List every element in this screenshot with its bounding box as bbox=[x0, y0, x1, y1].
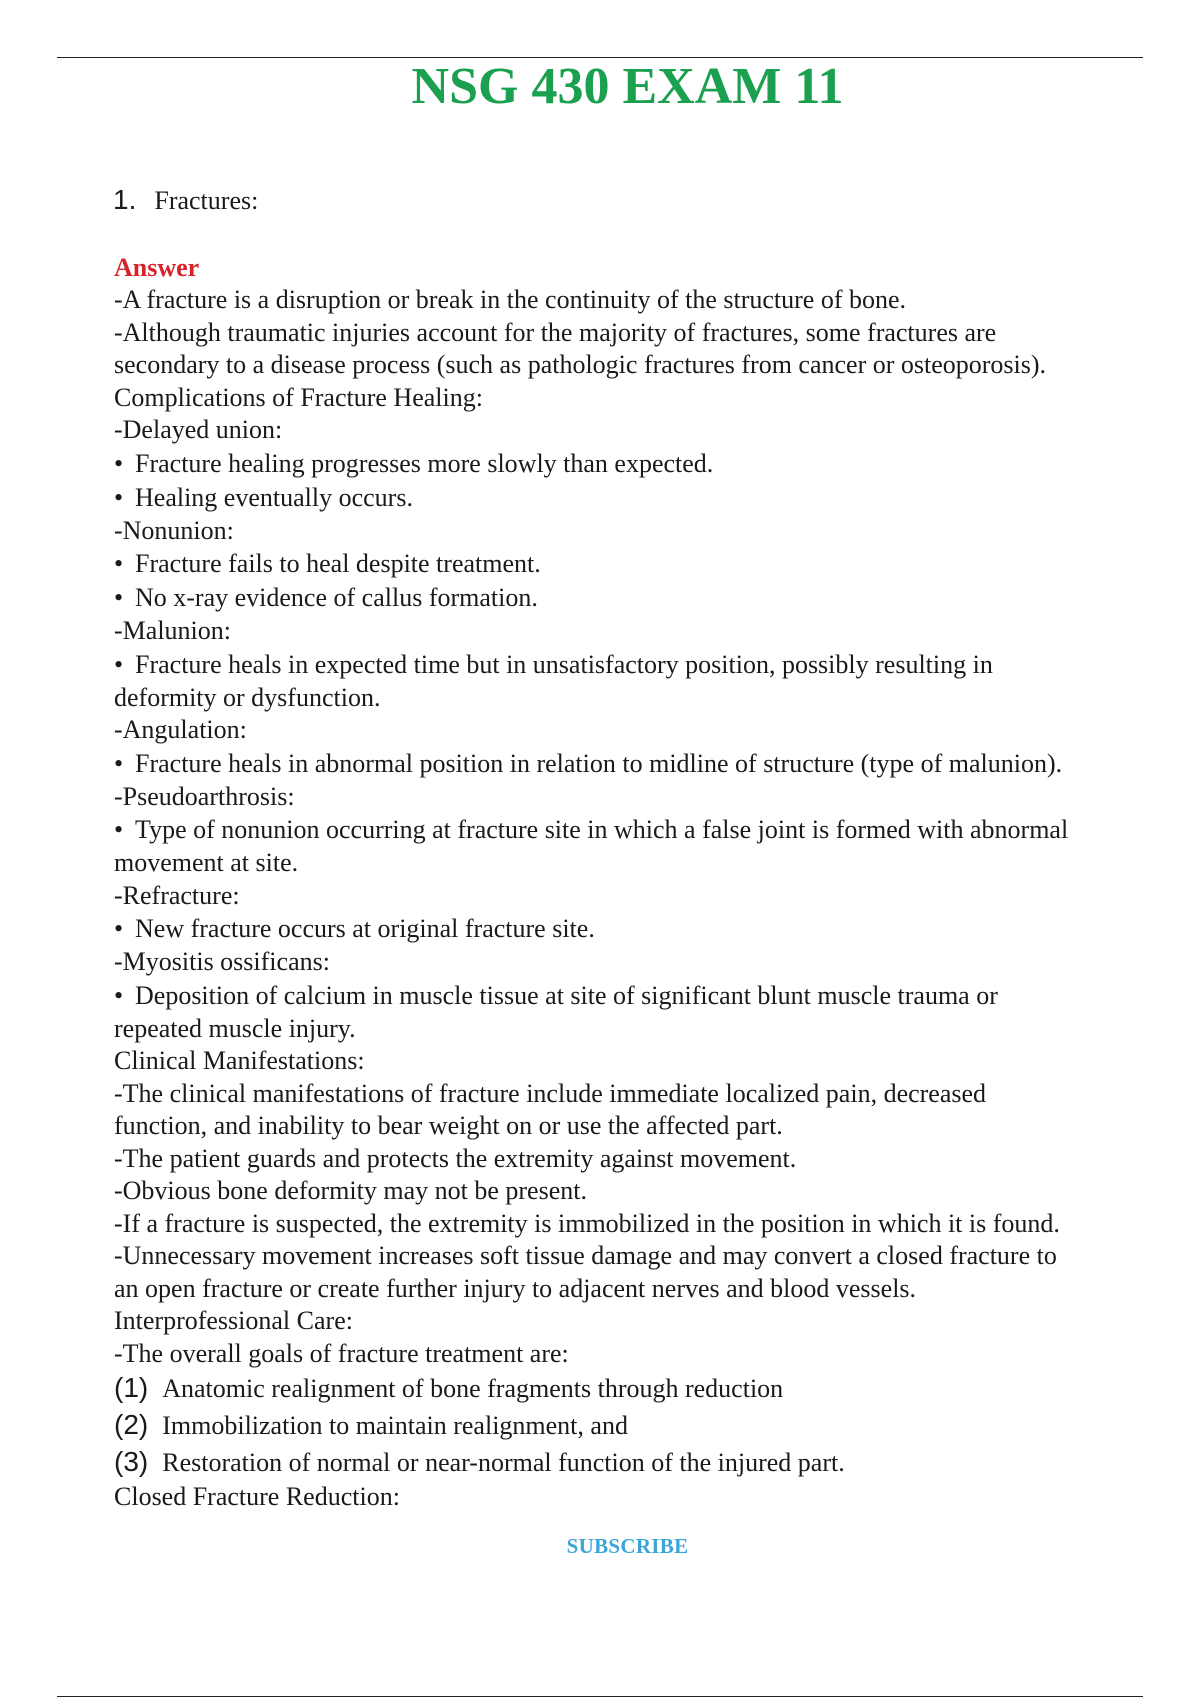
text-line: -Myositis ossificans: bbox=[114, 947, 330, 976]
question-item bbox=[113, 182, 258, 219]
numbered-item bbox=[114, 1407, 1149, 1444]
text-line: deformity or dysfunction. bbox=[114, 682, 381, 712]
bullet-item: • Type of nonunion occurring at fracture site in which a false joint is formed with abnormal bbox=[114, 813, 1149, 847]
bullet-item: • Fracture healing progresses more slowly than expected. bbox=[114, 447, 1149, 481]
text-line: -The overall goals of fracture treatment are: bbox=[114, 1338, 569, 1368]
answer-body bbox=[114, 284, 1149, 1514]
text-line: -Refracture: bbox=[114, 880, 240, 910]
bullet-item: • Fracture heals in abnormal position in relation to midline of structure (type of malunion). bbox=[114, 747, 1149, 781]
numbered-item bbox=[114, 1444, 1149, 1481]
text-line: -Delayed union: bbox=[114, 415, 283, 444]
item-number: (3) bbox=[114, 1446, 149, 1477]
text-line: Complications of Fracture Healing: bbox=[114, 382, 483, 412]
bullet-item: • Deposition of calcium in muscle tissue at site of significant blunt muscle trauma or bbox=[114, 979, 1149, 1013]
text-line: -Pseudoarthrosis: bbox=[114, 781, 295, 811]
bullet-item: • New fracture occurs at original fracture site. bbox=[114, 912, 1149, 946]
text-line: -Nonunion: bbox=[114, 515, 234, 545]
text-line: function, and inability to bear weight on or use the affected part. bbox=[114, 1111, 783, 1140]
text-line: -Malunion: bbox=[114, 616, 231, 645]
item-number: (1) bbox=[114, 1372, 149, 1403]
text-line: Clinical Manifestations: bbox=[114, 1046, 365, 1075]
bullet-item: • Fracture fails to heal despite treatment. bbox=[114, 547, 1149, 581]
bottom-divider bbox=[57, 1696, 1143, 1697]
item-text: Immobilization to maintain realignment, and bbox=[162, 1411, 628, 1440]
bullet-item: • No x-ray evidence of callus formation. bbox=[114, 581, 1149, 615]
numbered-item bbox=[114, 1370, 1149, 1407]
subscribe-link[interactable]: SUBSCRIBE bbox=[566, 1534, 689, 1558]
text-line: Interprofessional Care: bbox=[114, 1306, 353, 1335]
document-title: NSG 430 EXAM 11 bbox=[411, 58, 844, 115]
text-line: -A fracture is a disruption or break in the continuity of the structure of bone. bbox=[114, 285, 907, 314]
question-number: 1. bbox=[113, 184, 137, 215]
text-line: an open fracture or create further injury to adjacent nerves and blood vessels. bbox=[114, 1273, 917, 1303]
text-line: -Unnecessary movement increases soft tissue damage and may convert a closed fracture to bbox=[114, 1241, 1057, 1270]
item-text: Anatomic realignment of bone fragments through reduction bbox=[162, 1374, 784, 1403]
text-line: -The clinical manifestations of fracture include immediate localized pain, decreased bbox=[114, 1078, 987, 1108]
question-text: Fractures: bbox=[154, 186, 259, 215]
text-line: repeated muscle injury. bbox=[114, 1013, 356, 1043]
text-line: -Obvious bone deformity may not be present. bbox=[114, 1176, 587, 1205]
text-line: -If a fracture is suspected, the extremity is immobilized in the position in which it is found. bbox=[114, 1208, 1060, 1238]
text-line: secondary to a disease process (such as pathologic fractures from cancer or osteoporosis). bbox=[114, 350, 1047, 379]
text-line: -Angulation: bbox=[114, 715, 247, 744]
text-line: -The patient guards and protects the extremity against movement. bbox=[114, 1143, 797, 1173]
text-line: movement at site. bbox=[114, 848, 299, 877]
text-line: -Although traumatic injuries account for the majority of fractures, some fractures are bbox=[114, 317, 997, 347]
item-text: Restoration of normal or near-normal function of the injured part. bbox=[162, 1448, 845, 1477]
bullet-item: • Healing eventually occurs. bbox=[114, 481, 1149, 515]
answer-block bbox=[114, 251, 1149, 1514]
item-number: (2) bbox=[114, 1409, 149, 1440]
answer-label: Answer bbox=[114, 253, 200, 282]
bullet-item: • Fracture heals in expected time but in unsatisfactory position, possibly resulting in bbox=[114, 648, 1149, 682]
text-line: Closed Fracture Reduction: bbox=[114, 1482, 400, 1511]
